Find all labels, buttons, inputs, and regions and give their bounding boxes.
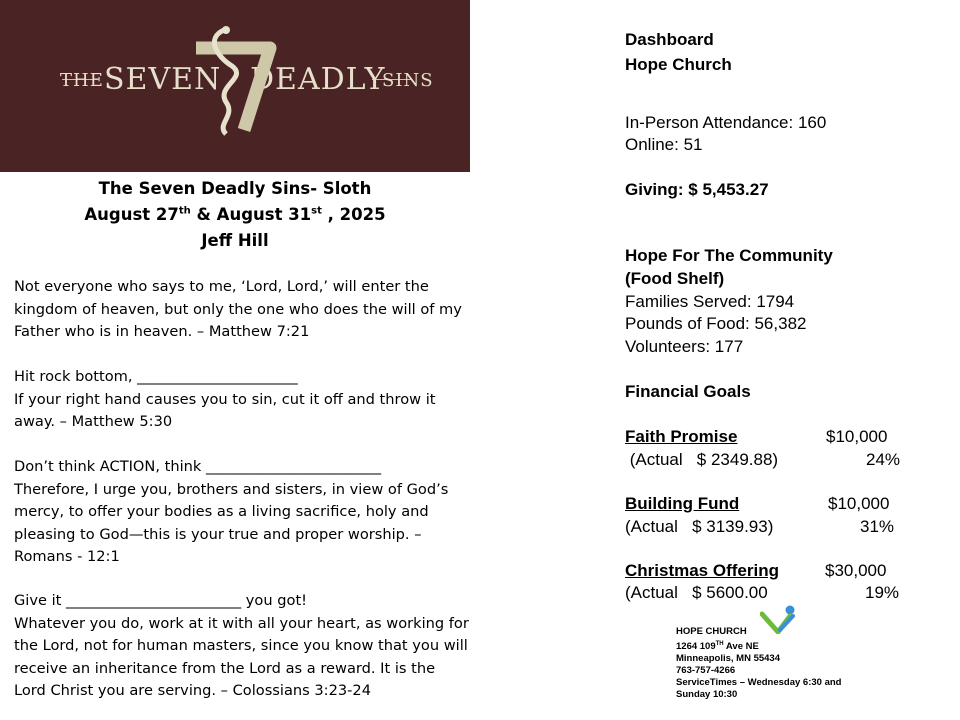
banner-word-seven: SEVEN <box>104 62 222 97</box>
church-footer-name: HOPE CHURCH <box>676 626 747 637</box>
financial-goals-title: Financial Goals <box>625 382 751 401</box>
goal-target: $30,000 <box>825 561 887 580</box>
point-1-title: Hit rock bottom, ______________________ <box>14 368 298 385</box>
address-part: Ave NE <box>723 641 759 653</box>
point-3-verse: Whatever you do, work at it with all your heart, as working for the Lord, not for human masters, since you know that you will receive an inheritance from the Lord as a reward. It is the Lord Christ you are serving. – Colossians 3:23-24 <box>14 614 469 699</box>
families-served: Families Served: 1794 <box>625 292 795 311</box>
point-2-verse: Therefore, I urge you, brothers and sisters, in view of God’s mercy, to offer your bodies as a living sacrifice, holy and pleasing to God—this is your true and proper worship. – Romans - 12:1 <box>14 480 449 565</box>
goal-percent: 19% <box>865 583 900 602</box>
date-part: & August 31 <box>190 205 312 224</box>
church-city: Minneapolis, MN 55434 <box>676 653 781 665</box>
church-phone: 763-757-4266 <box>676 665 736 677</box>
dashboard-title: Dashboard <box>625 30 714 49</box>
community-subtitle: (Food Shelf) <box>625 269 725 288</box>
banner-word-deadly: DEADLY <box>250 62 386 97</box>
attendance-in-person: In-Person Attendance: 160 <box>625 113 827 132</box>
sermon-header <box>0 176 470 254</box>
address-part: 1264 109 <box>676 641 716 653</box>
goal-actual: (Actual $ 3139.93) <box>625 517 774 536</box>
church-address <box>676 638 841 653</box>
volunteers-count: Volunteers: 177 <box>625 337 744 356</box>
sermon-title: The Seven Deadly Sins- Sloth <box>98 179 372 198</box>
church-contact-block <box>676 626 841 701</box>
giving-total: Giving: $ 5,453.27 <box>625 180 769 199</box>
pounds-of-food: Pounds of Food: 56,382 <box>625 314 807 333</box>
date-part: , 2025 <box>321 205 386 224</box>
serpent-seven-icon <box>186 26 286 136</box>
point-2-title: Don’t think ACTION, think ________________________ <box>14 458 382 475</box>
goal-actual: (Actual $ 5600.00 <box>625 583 768 602</box>
service-times-line1: ServiceTimes – Wednesday 6:30 and <box>676 677 842 689</box>
goal-percent: 31% <box>860 517 895 536</box>
goal-name: Building Fund <box>625 494 740 513</box>
service-times-line2: Sunday 10:30 <box>676 689 738 701</box>
attendance-online: Online: 51 <box>625 135 703 154</box>
point-3-title: Give it ________________________ you got! <box>14 592 308 609</box>
goal-name: Christmas Offering <box>625 561 779 580</box>
church-name: Hope Church <box>625 55 732 74</box>
goal-target: $10,000 <box>828 494 890 513</box>
address-suffix: TH <box>715 641 724 647</box>
intro-verse: Not everyone who says to me, ‘Lord, Lord,’ will enter the kingdom of heaven, but only the one who does the will of my Father who is in heaven. – Matthew 7:21 <box>14 278 462 340</box>
goal-percent: 24% <box>866 450 901 469</box>
date-suffix: th <box>178 205 191 217</box>
goal-target: $10,000 <box>826 427 888 446</box>
sermon-speaker: Jeff Hill <box>201 231 269 250</box>
date-suffix: st <box>311 205 322 217</box>
goal-name: Faith Promise <box>625 427 738 446</box>
sermon-dates <box>0 202 470 228</box>
goal-actual: (Actual $ 2349.88) <box>625 450 779 469</box>
banner-word-the: THE <box>60 70 104 91</box>
date-part: August 27 <box>84 205 179 224</box>
series-banner <box>0 0 470 172</box>
banner-word-sins: SINS <box>382 70 434 91</box>
community-title: Hope For The Community <box>625 246 833 265</box>
point-1-verse: If your right hand causes you to sin, cut it off and throw it away. – Matthew 5:30 <box>14 390 436 430</box>
